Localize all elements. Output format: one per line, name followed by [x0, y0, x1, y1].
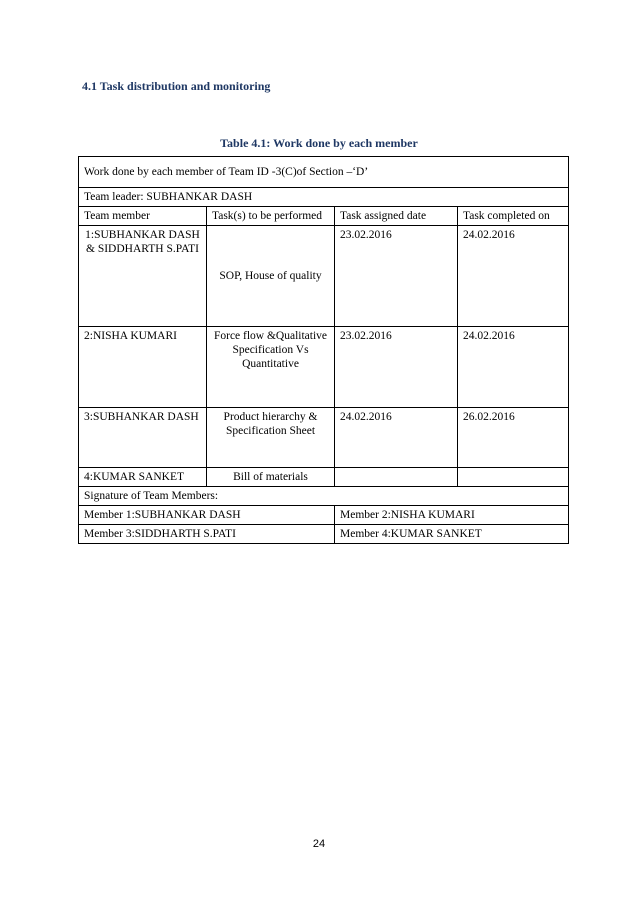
member-cell: 1:SUBHANKAR DASH & SIDDHARTH S.PATI [79, 226, 207, 327]
table-title-cell: Work done by each member of Team ID -3(C)of Section –‘D’ [79, 157, 569, 188]
page-number: 24 [312, 838, 326, 850]
task-cell: Force flow &Qualitative Specification Vs Quantitative [207, 327, 335, 408]
work-distribution-table [78, 156, 569, 544]
signature-member-1: Member 1:SUBHANKAR DASH [79, 506, 335, 525]
assigned-date-cell: 24.02.2016 [335, 408, 458, 468]
header-tasks: Task(s) to be performed [207, 207, 335, 226]
team-leader-cell: Team leader: SUBHANKAR DASH [79, 188, 569, 207]
signature-member-3: Member 3:SIDDHARTH S.PATI [79, 525, 335, 544]
section-heading: 4.1 Task distribution and monitoring [82, 79, 271, 93]
signature-label-cell: Signature of Team Members: [79, 487, 569, 506]
task-cell: Bill of materials [207, 468, 335, 487]
header-completed-on: Task completed on [458, 207, 569, 226]
signature-label-row [79, 487, 569, 506]
table-row [79, 408, 569, 468]
assigned-date-cell: 23.02.2016 [335, 226, 458, 327]
signature-row [79, 525, 569, 544]
table-caption: Table 4.1: Work done by each member [220, 136, 418, 150]
header-row [79, 207, 569, 226]
table-row [79, 327, 569, 408]
member-cell: 2:NISHA KUMARI [79, 327, 207, 408]
completed-date-cell [458, 468, 569, 487]
team-leader-row [79, 188, 569, 207]
header-team-member: Team member [79, 207, 207, 226]
completed-date-cell: 26.02.2016 [458, 408, 569, 468]
table-row [79, 226, 569, 327]
task-cell: SOP, House of quality [207, 226, 335, 327]
completed-date-cell: 24.02.2016 [458, 327, 569, 408]
header-assigned-date: Task assigned date [335, 207, 458, 226]
assigned-date-cell [335, 468, 458, 487]
task-cell: Product hierarchy & Specification Sheet [207, 408, 335, 468]
table-title-row [79, 157, 569, 188]
completed-date-cell: 24.02.2016 [458, 226, 569, 327]
signature-member-2: Member 2:NISHA KUMARI [335, 506, 569, 525]
member-cell: 4:KUMAR SANKET [79, 468, 207, 487]
table-row [79, 468, 569, 487]
signature-member-4: Member 4:KUMAR SANKET [335, 525, 569, 544]
member-cell: 3:SUBHANKAR DASH [79, 408, 207, 468]
assigned-date-cell: 23.02.2016 [335, 327, 458, 408]
signature-row [79, 506, 569, 525]
